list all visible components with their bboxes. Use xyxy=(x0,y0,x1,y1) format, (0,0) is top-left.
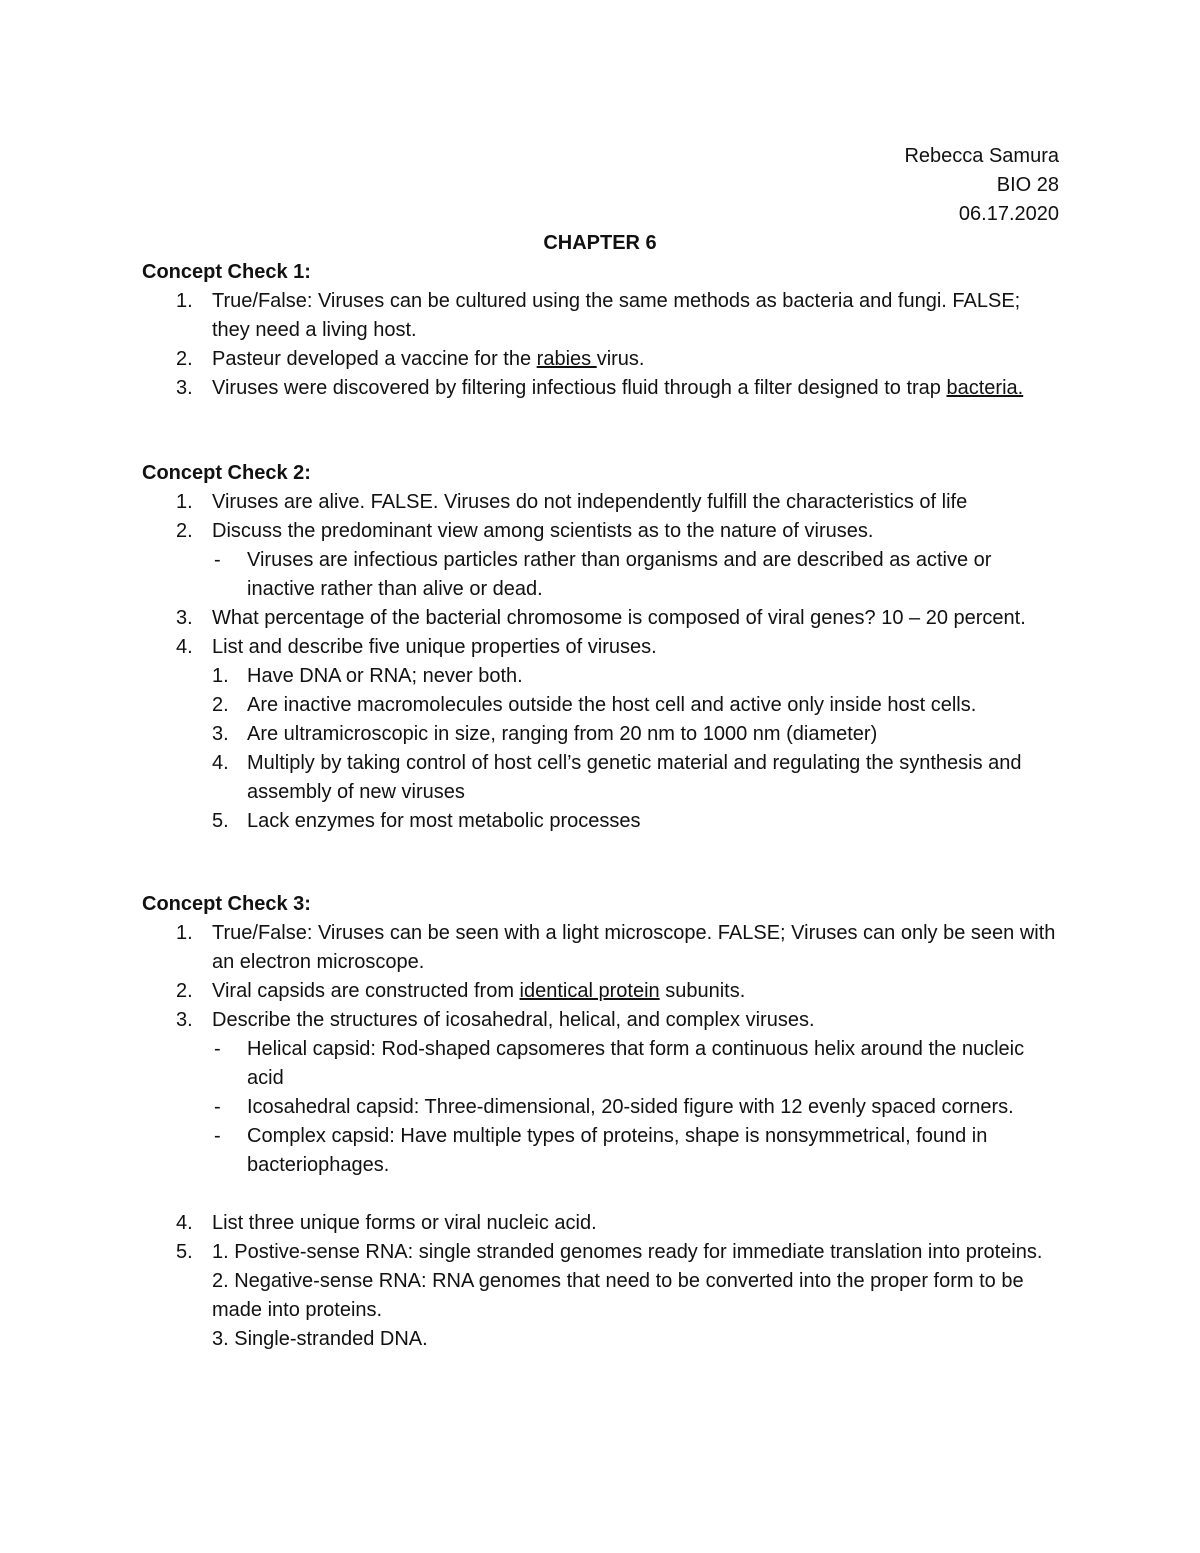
concept-check-2 xyxy=(142,459,1062,836)
dash-mark: - xyxy=(214,1125,221,1147)
item-text: subunits. xyxy=(659,980,746,1002)
list-item xyxy=(142,1209,1062,1238)
item-text: List three unique forms or viral nucleic acid. xyxy=(212,1212,597,1234)
sub-item xyxy=(142,807,1062,836)
item-text: True/False: Viruses can be seen with a light microscope. FALSE; Viruses can only be seen with an electron microscope. xyxy=(212,922,1056,973)
document-header xyxy=(904,142,1059,229)
underlined-answer: identical protein xyxy=(519,980,660,1002)
item-number: 5. xyxy=(212,810,229,832)
item-text: Complex capsid: Have multiple types of proteins, shape is nonsymmetrical, found in bacteriophages. xyxy=(247,1125,988,1176)
item-text: Icosahedral capsid: Three-dimensional, 20-sided figure with 12 evenly spaced corners. xyxy=(247,1096,1014,1118)
item-number: 3. xyxy=(176,377,193,399)
item-text: Discuss the predominant view among scientists as to the nature of viruses. xyxy=(212,520,874,542)
item-number: 1. xyxy=(176,290,193,312)
chapter-title: CHAPTER 6 xyxy=(543,232,657,254)
item-number: 3. xyxy=(176,1009,193,1031)
item-number: 2. xyxy=(212,694,229,716)
item-number: 1. xyxy=(176,922,193,944)
section-heading: Concept Check 3: xyxy=(142,893,311,915)
item-number: 4. xyxy=(176,636,193,658)
list-item xyxy=(142,633,1062,662)
sub-item xyxy=(142,662,1062,691)
item-text: What percentage of the bacterial chromosome is composed of viral genes? 10 – 20 percent. xyxy=(212,607,1026,629)
item-text: True/False: Viruses can be cultured using the same methods as bacteria and fungi. FALSE; they need a living host. xyxy=(212,290,1021,341)
item-number: 2. xyxy=(176,980,193,1002)
item-text: Are inactive macromolecules outside the host cell and active only inside host cells. xyxy=(247,694,977,716)
list-item xyxy=(142,1238,1062,1267)
item-number: 1. xyxy=(176,491,193,513)
dash-mark: - xyxy=(214,1038,221,1060)
item-text: Viruses are infectious particles rather than organisms and are described as active or inactive rather than alive or dead. xyxy=(247,549,992,600)
section-heading: Concept Check 2: xyxy=(142,462,311,484)
item-number: 3. xyxy=(212,723,229,745)
dash-item xyxy=(142,1035,1062,1093)
item-text: Viruses were discovered by filtering infectious fluid through a filter designed to trap xyxy=(212,377,947,399)
list-item xyxy=(142,604,1062,633)
concept-check-1 xyxy=(142,258,1062,403)
author-name: Rebecca Samura xyxy=(904,145,1059,167)
item-number: 4. xyxy=(212,752,229,774)
spacer xyxy=(142,1180,1062,1209)
sub-item xyxy=(142,691,1062,720)
concept-check-3 xyxy=(142,890,1062,1354)
section-heading: Concept Check 1: xyxy=(142,261,311,283)
list-item xyxy=(142,374,1062,403)
dash-item xyxy=(142,1093,1062,1122)
item-text: Describe the structures of icosahedral, helical, and complex viruses. xyxy=(212,1009,815,1031)
course-code: BIO 28 xyxy=(996,174,1059,196)
dash-mark: - xyxy=(214,549,221,571)
sub-item xyxy=(142,720,1062,749)
item-text: virus. xyxy=(596,348,645,370)
list-item xyxy=(142,517,1062,546)
item-text: Viral capsids are constructed from xyxy=(212,980,520,1002)
item-text: Pasteur developed a vaccine for the xyxy=(212,348,537,370)
item-number: 3. xyxy=(176,607,193,629)
list-item xyxy=(142,287,1062,345)
item-text: Helical capsid: Rod-shaped capsomeres that form a continuous helix around the nucleic acid xyxy=(247,1038,1025,1089)
dash-item xyxy=(142,1122,1062,1180)
list-item xyxy=(142,1006,1062,1035)
item-number: 2. xyxy=(176,348,193,370)
item-text: 1. Postive-sense RNA: single stranded genomes ready for immediate translation into proteins. xyxy=(212,1241,1043,1263)
item-number: 4. xyxy=(176,1212,193,1234)
list-item xyxy=(142,345,1062,374)
list-item xyxy=(142,977,1062,1006)
item-text: Viruses are alive. FALSE. Viruses do not independently fulfill the characteristics of life xyxy=(212,491,968,513)
item-number: 5. xyxy=(176,1241,193,1263)
item-number: 1. xyxy=(212,665,229,687)
underlined-answer: rabies xyxy=(536,348,597,370)
list-item xyxy=(142,919,1062,977)
continuation-line: 2. Negative-sense RNA: RNA genomes that need to be converted into the proper form to be made into proteins. xyxy=(212,1270,1024,1321)
item-text: Have DNA or RNA; never both. xyxy=(247,665,523,687)
item-text: Lack enzymes for most metabolic processes xyxy=(247,810,641,832)
item-number: 2. xyxy=(176,520,193,542)
item-text: Are ultramicroscopic in size, ranging from 20 nm to 1000 nm (diameter) xyxy=(247,723,878,745)
dash-mark: - xyxy=(214,1096,221,1118)
dash-item xyxy=(142,546,1062,604)
item-text: Multiply by taking control of host cell’s genetic material and regulating the synthesis and assembly of new viruses xyxy=(247,752,1022,803)
sub-item xyxy=(142,749,1062,807)
list-item xyxy=(142,488,1062,517)
document-date: 06.17.2020 xyxy=(958,203,1059,225)
continuation-line: 3. Single-stranded DNA. xyxy=(212,1328,428,1350)
underlined-answer: bacteria. xyxy=(946,377,1024,399)
item-text: List and describe five unique properties of viruses. xyxy=(212,636,657,658)
